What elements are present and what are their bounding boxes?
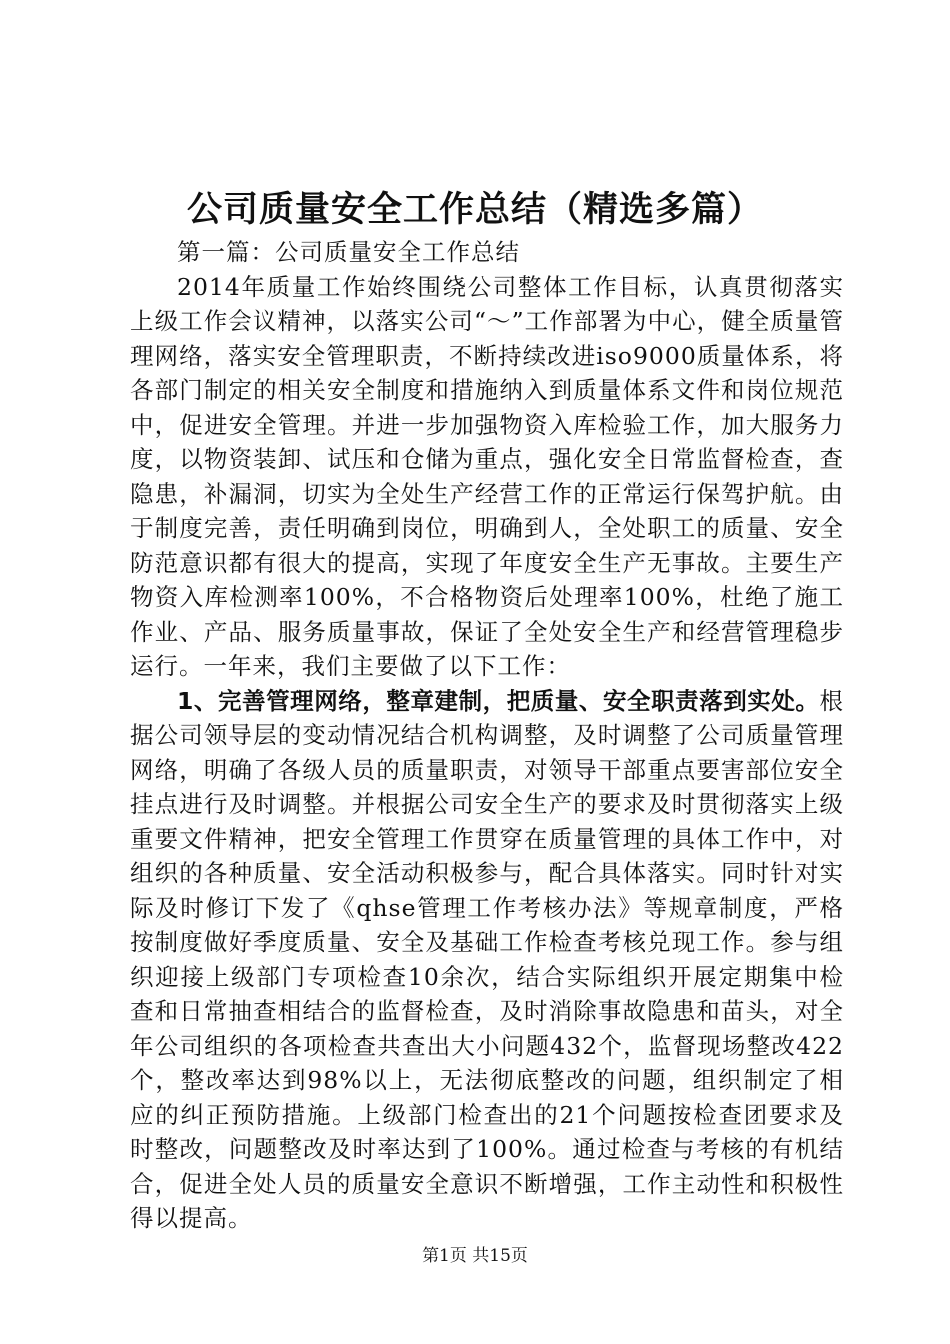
item-paragraph xyxy=(130,684,844,1236)
page-footer: 第1页 共15页 xyxy=(422,1246,528,1266)
document-body xyxy=(130,235,844,1236)
item-body: 根据公司领导层的变动情况结合机构调整，及时调整了公司质量管理网络，明确了各级人员的质量职责，对领导干部重点要害部位安全挂点进行及时调整。并根据公司安全生产的要求及时贯彻落实上级重要文件精神，把安全管理工作贯穿在质量管理的具体工作中，对组织的各种质量、安全活动积极参与，配合具体落实。同时针对实际及时修订下发了《qhse管理工作考核办法》等规章制度，严格按制度做好季度质量、安全及基础工作检查考核兑现工作。参与组织迎接上级部门专项检查10余次，结合实际组织开展定期集中检查和日常抽查相结合的监督检查，及时消除事故隐患和苗头，对全年公司组织的各项检查共查出大小问题432个，监督现场整改422个，整改率达到98%以上，无法彻底整改的问题，组织制定了相应的纠正预防措施。上级部门检查出的21个问题按检查团要求及时整改，问题整改及时率达到了100%。通过检查与考核的有机结合，促进全处人员的质量安全意识不断增强，工作主动性和积极性得以提高。 xyxy=(130,686,844,1232)
document-title: 公司质量安全工作总结（精选多篇） xyxy=(186,189,763,230)
section-heading: 第一篇：公司质量安全工作总结 xyxy=(177,238,520,266)
item-heading: 1、完善管理网络，整章建制，把质量、安全职责落到实处。 xyxy=(177,686,820,715)
body-paragraph: 2014年质量工作始终围绕公司整体工作目标，认真贯彻落实上级工作会议精神，以落实公司“～”工作部署为中心，健全质量管理网络，落实安全管理职责，不断持续改进iso9000质量体系，将各部门制定的相关安全制度和措施纳入到质量体系文件和岗位规范中，促进安全管理。并进一步加强物资入库检验工作，加大服务力度，以物资装卸、试压和仓储为重点，强化安全日常监督检查，查隐患，补漏洞，切实为全处生产经营工作的正常运行保驾护航。由于制度完善，责任明确到岗位，明确到人，全处职工的质量、安全防范意识都有很大的提高，实现了年度安全生产无事故。主要生产物资入库检测率100%，不合格物资后处理率100%，杜绝了施工作业、产品、服务质量事故，保证了全处安全生产和经营管理稳步运行。一年来，我们主要做了以下工作： xyxy=(130,272,844,680)
